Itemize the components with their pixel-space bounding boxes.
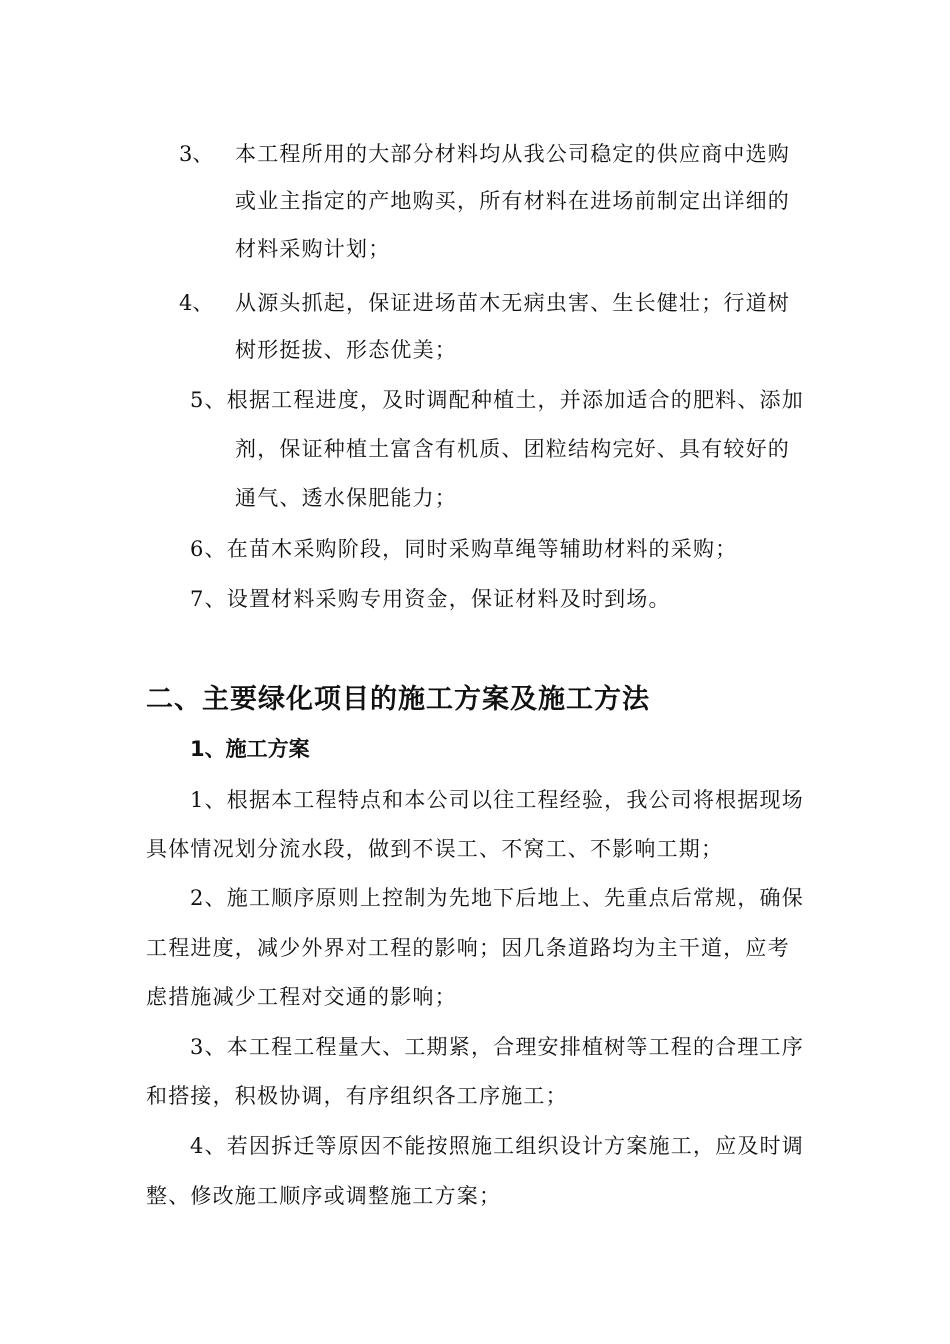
- paragraph-line: 具体情况划分流水段，做到不误工、不窝工、不影响工期；: [146, 837, 724, 861]
- list-item-line: 7、设置材料采购专用资金，保证材料及时到场。: [190, 587, 671, 611]
- list-item-line: 本工程所用的大部分材料均从我公司稳定的供应商中选购: [235, 142, 790, 166]
- list-item-line: 5、根据工程进度，及时调配种植土，并添加适合的肥料、添加: [190, 388, 804, 412]
- paragraph-line: 3、本工程工程量大、工期紧，合理安排植树等工程的合理工序: [190, 1035, 804, 1059]
- list-item-line: 剂，保证种植土富含有机质、团粒结构完好、具有较好的: [235, 437, 790, 461]
- paragraph-line: 4、若因拆迁等原因不能按照施工组织设计方案施工，应及时调: [190, 1134, 804, 1158]
- list-number: 4、: [179, 291, 214, 315]
- section-heading: 二、主要绿化项目的施工方案及施工方法: [146, 684, 650, 715]
- list-item-line: 树形挺拔、形态优美；: [235, 338, 457, 362]
- paragraph-line: 1、根据本工程特点和本公司以往工程经验，我公司将根据现场: [190, 788, 804, 812]
- subsection-heading: 1、施工方案: [190, 737, 310, 761]
- list-item-line: 从源头抓起，保证进场苗木无病虫害、生长健壮；行道树: [235, 291, 790, 315]
- list-item-line: 或业主指定的产地购买，所有材料在进场前制定出详细的: [235, 189, 790, 213]
- paragraph-line: 和搭接，积极协调，有序组织各工序施工；: [146, 1084, 568, 1108]
- paragraph-line: 虑措施减少工程对交通的影响；: [146, 985, 457, 1009]
- list-item-line: 材料采购计划；: [235, 237, 391, 261]
- paragraph-line: 工程进度，减少外界对工程的影响；因几条道路均为主干道，应考: [146, 936, 790, 960]
- paragraph-line: 2、施工顺序原则上控制为先地下后地上、先重点后常规，确保: [190, 886, 804, 910]
- list-number: 3、: [179, 142, 214, 166]
- paragraph-line: 整、修改施工顺序或调整施工方案；: [146, 1184, 502, 1208]
- list-item-line: 6、在苗木采购阶段，同时采购草绳等辅助材料的采购；: [190, 537, 738, 561]
- list-item-line: 通气、透水保肥能力；: [235, 486, 457, 510]
